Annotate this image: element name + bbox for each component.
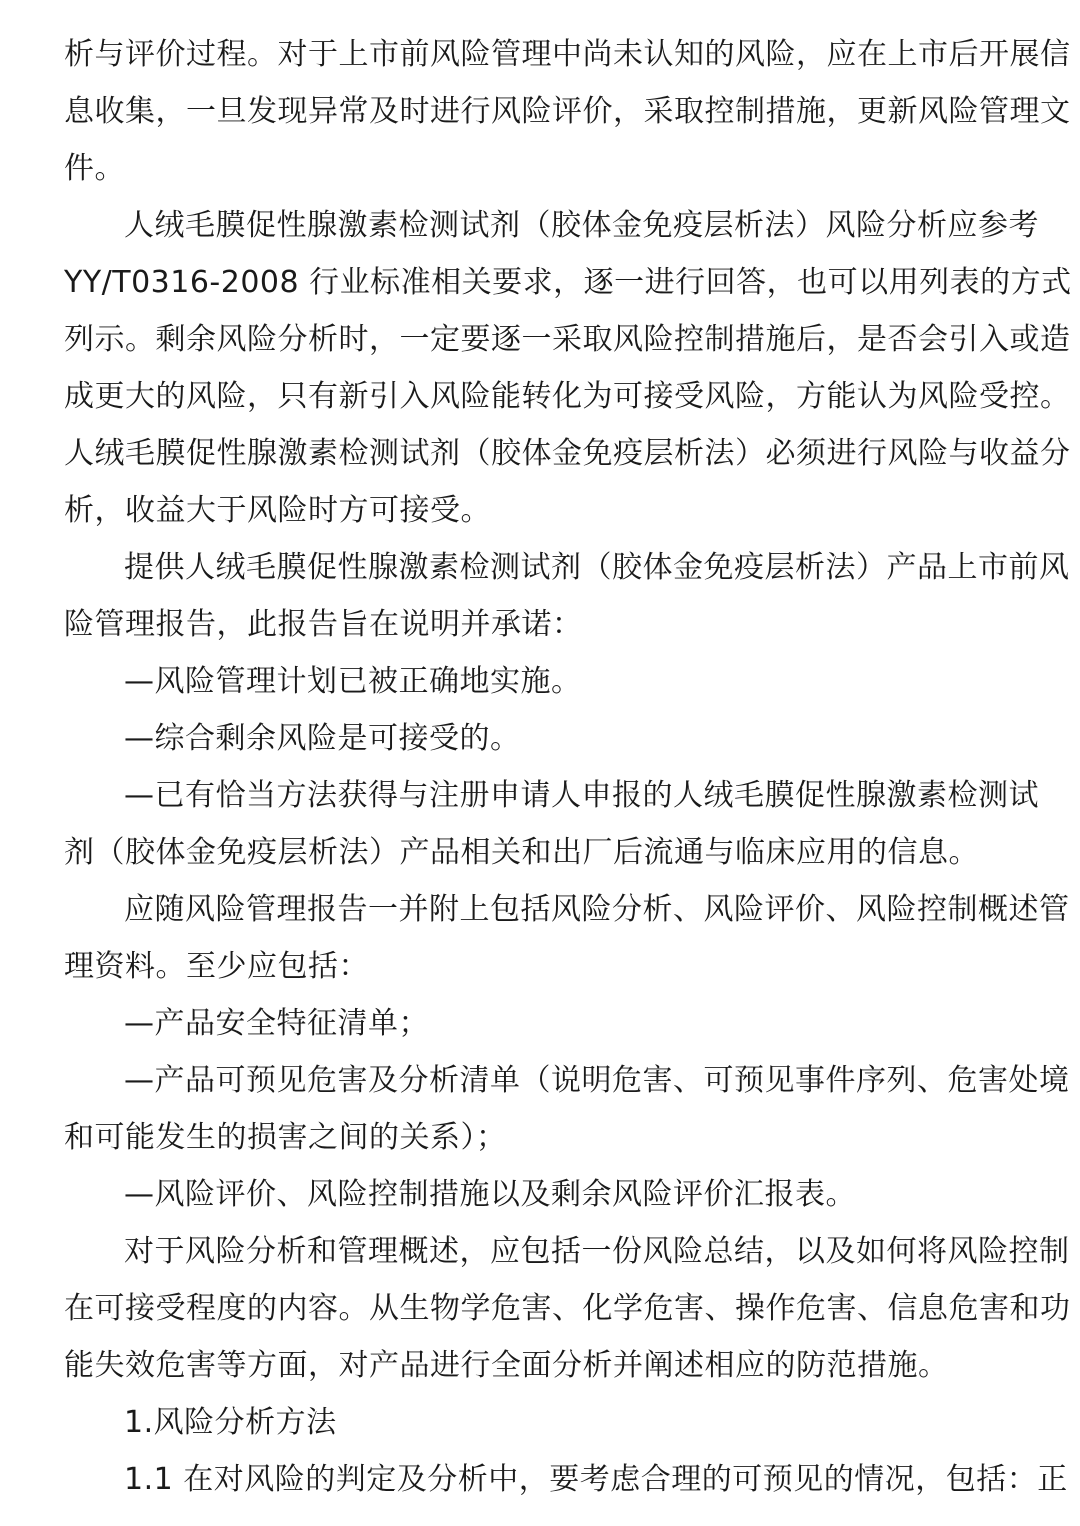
paragraph [64, 539, 1070, 653]
paragraph [64, 881, 1070, 995]
text-line: 对于风险分析和管理概述，应包括一份风险总结，以及如何将风险控制 [124, 1234, 1070, 1269]
text-line: —风险管理计划已被正确地实施。 [124, 664, 582, 699]
text-line: 列示。剩余风险分析时，一定要逐一采取风险控制措施后，是否会引入或造 [64, 322, 1071, 357]
text-line: 件。 [64, 151, 125, 186]
paragraph [64, 995, 1016, 1052]
text-line: 险管理报告，此报告旨在说明并承诺： [64, 607, 583, 642]
text-line: 和可能发生的损害之间的关系）； [64, 1120, 507, 1155]
text-line: 1.风险分析方法 [124, 1405, 337, 1440]
text-line: —风险评价、风险控制措施以及剩余风险评价汇报表。 [124, 1177, 856, 1212]
text-line: 在可接受程度的内容。从生物学危害、化学危害、操作危害、信息危害和功 [64, 1291, 1071, 1326]
paragraph [64, 1052, 1070, 1166]
text-line: 析，收益大于风险时方可接受。 [64, 493, 491, 528]
paragraph [64, 197, 1072, 539]
paragraph [64, 710, 1016, 767]
paragraph [64, 1394, 1016, 1451]
text-line: 息收集，一旦发现异常及时进行风险评价，采取控制措施，更新风险管理文 [64, 94, 1071, 129]
text-line: —产品可预见危害及分析清单（说明危害、可预见事件序列、危害处境 [124, 1063, 1070, 1098]
text-line: —产品安全特征清单； [124, 1006, 429, 1041]
paragraph [64, 26, 1071, 197]
document-body [64, 26, 1072, 1508]
text-line: 人绒毛膜促性腺激素检测试剂（胶体金免疫层析法）风险分析应参考 [124, 208, 1039, 243]
paragraph [64, 1166, 1016, 1223]
text-line: 应随风险管理报告一并附上包括风险分析、风险评价、风险控制概述管 [124, 892, 1070, 927]
paragraph [64, 767, 1039, 881]
text-line: 理资料。至少应包括： [64, 949, 369, 984]
text-line: YY/T0316-2008 行业标准相关要求，逐一进行回答，也可以用列表的方式 [64, 265, 1072, 300]
paragraph [64, 1223, 1071, 1394]
text-line: 人绒毛膜促性腺激素检测试剂（胶体金免疫层析法）必须进行风险与收益分 [64, 436, 1071, 471]
paragraph [64, 653, 1016, 710]
text-line: 能失效危害等方面，对产品进行全面分析并阐述相应的防范措施。 [64, 1348, 949, 1383]
text-line: 1.1 在对风险的判定及分析中，要考虑合理的可预见的情况，包括：正 [124, 1462, 1068, 1497]
paragraph [64, 1451, 1068, 1508]
text-line: —综合剩余风险是可接受的。 [124, 721, 521, 756]
text-line: 析与评价过程。对于上市前风险管理中尚未认知的风险，应在上市后开展信 [64, 37, 1071, 72]
text-line: 剂（胶体金免疫层析法）产品相关和出厂后流通与临床应用的信息。 [64, 835, 979, 870]
text-line: —已有恰当方法获得与注册申请人申报的人绒毛膜促性腺激素检测试 [124, 778, 1039, 813]
text-line: 提供人绒毛膜促性腺激素检测试剂（胶体金免疫层析法）产品上市前风 [124, 550, 1070, 585]
text-line: 成更大的风险，只有新引入风险能转化为可接受风险，方能认为风险受控。 [64, 379, 1071, 414]
